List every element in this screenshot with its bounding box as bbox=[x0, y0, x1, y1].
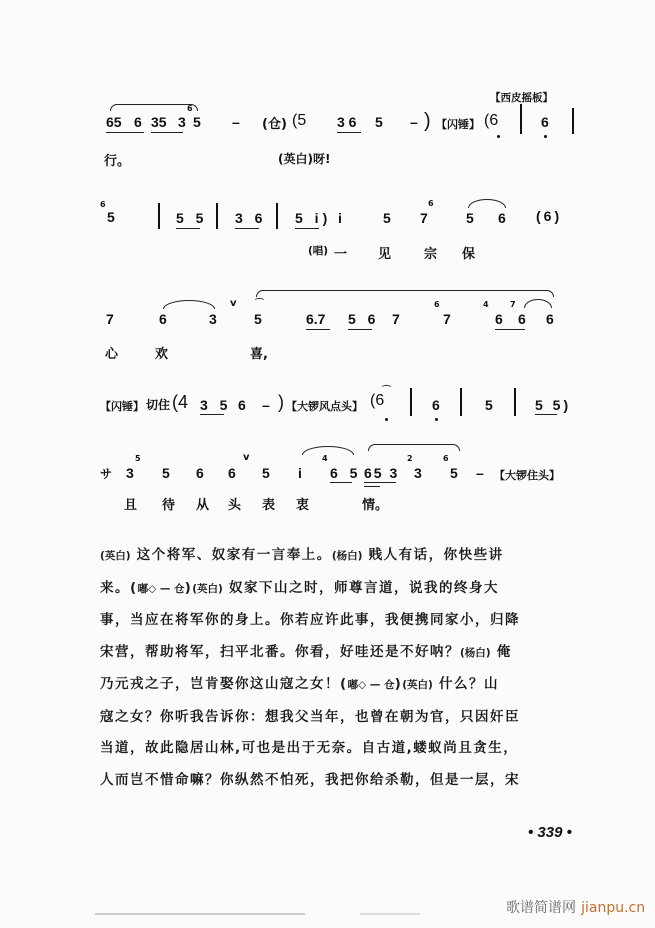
lyric: 且 bbox=[124, 498, 138, 513]
slur bbox=[163, 300, 215, 309]
lyric: 欢 bbox=[155, 347, 169, 362]
paren: ) bbox=[278, 392, 284, 412]
note: 5 bbox=[466, 210, 474, 226]
note: 65 bbox=[106, 114, 122, 130]
grace-note: 6 bbox=[428, 199, 434, 208]
note: 5 6 bbox=[348, 311, 380, 327]
note: 3 bbox=[126, 465, 134, 481]
speaker-tag: (英白) bbox=[402, 679, 433, 691]
lyric: 头 bbox=[228, 498, 242, 513]
underline bbox=[337, 132, 361, 133]
grace-note: 6 bbox=[100, 200, 106, 209]
note: 5 bbox=[262, 465, 270, 481]
slur bbox=[524, 299, 552, 308]
label-shanchui: 【闪锤】 bbox=[100, 400, 144, 413]
dialogue-text: 奴家下山之时，师尊言道，说我的终身大 bbox=[222, 579, 500, 596]
underline bbox=[106, 132, 144, 133]
dash: – bbox=[262, 397, 270, 413]
dialogue-line bbox=[100, 540, 575, 573]
breath-mark: v bbox=[243, 452, 250, 463]
speech: (英白)呀! bbox=[278, 152, 331, 166]
paren: ) bbox=[424, 110, 431, 132]
lyric: 行。 bbox=[104, 154, 131, 169]
bullet-icon: • bbox=[528, 824, 538, 841]
underline bbox=[295, 228, 319, 229]
watermark bbox=[506, 897, 645, 917]
speaker-tag: (英白) bbox=[100, 550, 131, 562]
note: 7 bbox=[420, 210, 428, 226]
dialogue-text: 事，当应在将军你的身上。你若应许此事，我便携同家小，归降 bbox=[100, 612, 520, 628]
grace-note: 5 bbox=[135, 454, 141, 463]
dialogue-text: 俺 bbox=[490, 643, 512, 660]
scan-artifact bbox=[95, 913, 305, 915]
breath-mark: v bbox=[230, 298, 237, 309]
underline-double bbox=[364, 486, 380, 487]
note: (6 bbox=[370, 392, 385, 409]
note: 6 bbox=[238, 397, 246, 413]
speaker-tag: (杨白) bbox=[460, 646, 491, 659]
lyrics-prefix-sing: (唱) bbox=[308, 245, 329, 257]
slur bbox=[302, 446, 354, 455]
lyric: 宗 bbox=[424, 247, 438, 262]
scan-artifact bbox=[360, 913, 420, 915]
percussion-cue: 嘟◇ — 仓 bbox=[137, 582, 185, 595]
dash: – bbox=[232, 114, 240, 130]
note: 5 bbox=[254, 311, 262, 327]
grace-note: 4 bbox=[483, 300, 489, 309]
fermata-icon: ⌒ bbox=[382, 386, 392, 396]
dash: – bbox=[476, 465, 484, 481]
note: 6 bbox=[159, 311, 167, 327]
barline bbox=[460, 388, 462, 416]
underline bbox=[364, 482, 396, 483]
note: 6 bbox=[432, 397, 440, 413]
instruction-cut: 切住 bbox=[146, 398, 171, 412]
label-daluo-zhutou: 【大锣住头】 bbox=[494, 469, 560, 482]
note: 5 bbox=[193, 114, 201, 130]
note: 5 i) bbox=[295, 210, 332, 226]
low-dot bbox=[385, 418, 388, 421]
note: 5 bbox=[383, 210, 391, 226]
dialogue-line bbox=[100, 637, 575, 670]
note: 6 bbox=[518, 311, 526, 327]
note: 6 bbox=[196, 465, 204, 481]
note: 5 bbox=[450, 465, 458, 481]
watermark-cn: 歌谱简谱网 bbox=[506, 900, 576, 916]
free-rhythm-mark: サ bbox=[100, 467, 113, 481]
note: 6 bbox=[134, 114, 142, 130]
percussion-cang: (仓) bbox=[262, 117, 287, 132]
dialogue-line bbox=[100, 702, 575, 734]
lyric: 从 bbox=[196, 498, 210, 513]
dialogue-text: 什么？山 bbox=[432, 676, 500, 692]
dialogue-text: ) bbox=[184, 579, 193, 596]
note: 6 bbox=[498, 210, 506, 226]
barline bbox=[158, 203, 160, 229]
low-dot bbox=[435, 418, 438, 421]
grace-note: 7 bbox=[510, 300, 516, 309]
lyric: 情。 bbox=[362, 498, 389, 513]
lyric: 喜, bbox=[250, 347, 268, 362]
grace-note: 2 bbox=[407, 454, 413, 463]
dialogue-line bbox=[100, 669, 575, 702]
lyric: 心 bbox=[105, 347, 119, 362]
lyric: 一 bbox=[334, 247, 348, 262]
lyric: 保 bbox=[462, 247, 476, 262]
barline bbox=[572, 108, 574, 134]
low-dot bbox=[497, 135, 500, 138]
dialogue-text: 贱人有话，你快些讲 bbox=[362, 547, 504, 563]
underline bbox=[235, 228, 259, 229]
note: 7 bbox=[443, 311, 451, 327]
note: 3 bbox=[178, 114, 186, 130]
note: 6 bbox=[546, 311, 554, 327]
note-high-1: i bbox=[298, 465, 302, 481]
fermata-icon: ⌒ bbox=[255, 299, 265, 309]
note: (5 bbox=[292, 112, 307, 129]
watermark-en: jianpu.cn bbox=[581, 900, 646, 916]
note: 35 bbox=[151, 114, 167, 130]
note: 6 bbox=[495, 311, 503, 327]
lyric: 见 bbox=[378, 247, 392, 262]
note: 7 bbox=[392, 311, 400, 327]
dialogue-text: 寇之女？你听我告诉你：想我父当年，也曾在朝为官，只因奸臣 bbox=[100, 708, 520, 725]
dialogue-text: ) bbox=[394, 676, 403, 692]
barline bbox=[276, 203, 278, 229]
phrase-slur bbox=[110, 104, 198, 111]
note: 6 bbox=[228, 465, 236, 481]
dialogue-text: 这个将军、奴家有一言奉上。 bbox=[130, 547, 332, 563]
label-daluo-fengdiantou: 【大锣风点头】 bbox=[286, 400, 363, 413]
underline bbox=[306, 329, 330, 330]
grace-note: 6 bbox=[434, 300, 440, 309]
speaker-tag: (英白) bbox=[192, 582, 223, 595]
dialogue-block bbox=[100, 540, 575, 796]
dash: – bbox=[410, 114, 418, 130]
lyric: 衷 bbox=[296, 498, 310, 513]
note: 3 5 bbox=[200, 397, 232, 413]
grace-note: 6 bbox=[187, 104, 193, 113]
percussion-cue: 嘟◇ — 仓 bbox=[347, 679, 395, 691]
dialogue-text: 宋营，帮助将军，扫平北番。你看，好哇还是不好呐？ bbox=[100, 643, 460, 660]
lyric: 待 bbox=[162, 498, 176, 513]
phrase-slur bbox=[256, 290, 554, 297]
dialogue-text: 当道，故此隐居山林,可也是出于无奈。自古道,蝼蚁尚且贪生， bbox=[100, 740, 519, 756]
note: 5 bbox=[485, 397, 493, 413]
barline bbox=[520, 104, 522, 134]
barline bbox=[514, 388, 516, 416]
underline bbox=[151, 132, 183, 133]
page-number bbox=[528, 824, 572, 841]
note: 5 bbox=[162, 465, 170, 481]
bullet-icon: • bbox=[562, 824, 572, 841]
underline bbox=[200, 414, 224, 415]
phrase-slur bbox=[368, 444, 460, 451]
note: 6 5 bbox=[330, 465, 362, 481]
grace-note: 6 bbox=[443, 454, 449, 463]
dialogue-text: 人而岂不惜命嘛？你纵然不怕死，我把你给杀勒，但是一层，宋 bbox=[100, 771, 520, 788]
note: 3 6 bbox=[337, 114, 357, 130]
underline bbox=[535, 414, 557, 415]
underline bbox=[495, 329, 525, 330]
note: 3 bbox=[209, 311, 217, 327]
note: 7 bbox=[106, 311, 114, 327]
dialogue-line bbox=[100, 733, 575, 765]
note: 3 6 bbox=[235, 210, 267, 226]
grace-note: 4 bbox=[322, 454, 328, 463]
speaker-tag: (杨白) bbox=[331, 550, 363, 562]
note: 5 bbox=[107, 209, 115, 225]
low-dot bbox=[544, 135, 547, 138]
dialogue-line bbox=[100, 605, 575, 637]
dialogue-line bbox=[100, 573, 575, 606]
note: 6 bbox=[541, 114, 549, 130]
dialogue-text: 乃元戎之子，岂肯娶你这山寇之女！( bbox=[100, 676, 348, 692]
underline bbox=[330, 482, 352, 483]
barline bbox=[410, 388, 412, 416]
note: 3 bbox=[414, 465, 422, 481]
note: (6) bbox=[536, 208, 563, 224]
note-high-1: i bbox=[338, 210, 342, 226]
dialogue-text: 来。( bbox=[100, 579, 138, 596]
underline bbox=[348, 329, 372, 330]
note: 65 3 bbox=[364, 465, 400, 481]
note: (4 bbox=[172, 392, 189, 412]
slur bbox=[468, 199, 506, 208]
lyric: 表 bbox=[262, 498, 276, 513]
dialogue-line bbox=[100, 765, 575, 797]
note: 5 bbox=[375, 114, 383, 130]
tempo-label-xipi-yaoban: 【西皮摇板】 bbox=[490, 92, 553, 104]
note: 5 5 bbox=[176, 210, 208, 226]
note: 5 5) bbox=[535, 397, 572, 413]
page-number-value: 339 bbox=[537, 824, 563, 841]
note: (6 bbox=[484, 112, 499, 129]
label-shanchui: 【闪锤】 bbox=[436, 118, 480, 131]
note: 6.7 bbox=[306, 311, 326, 327]
underline bbox=[176, 228, 200, 229]
barline bbox=[216, 203, 218, 229]
